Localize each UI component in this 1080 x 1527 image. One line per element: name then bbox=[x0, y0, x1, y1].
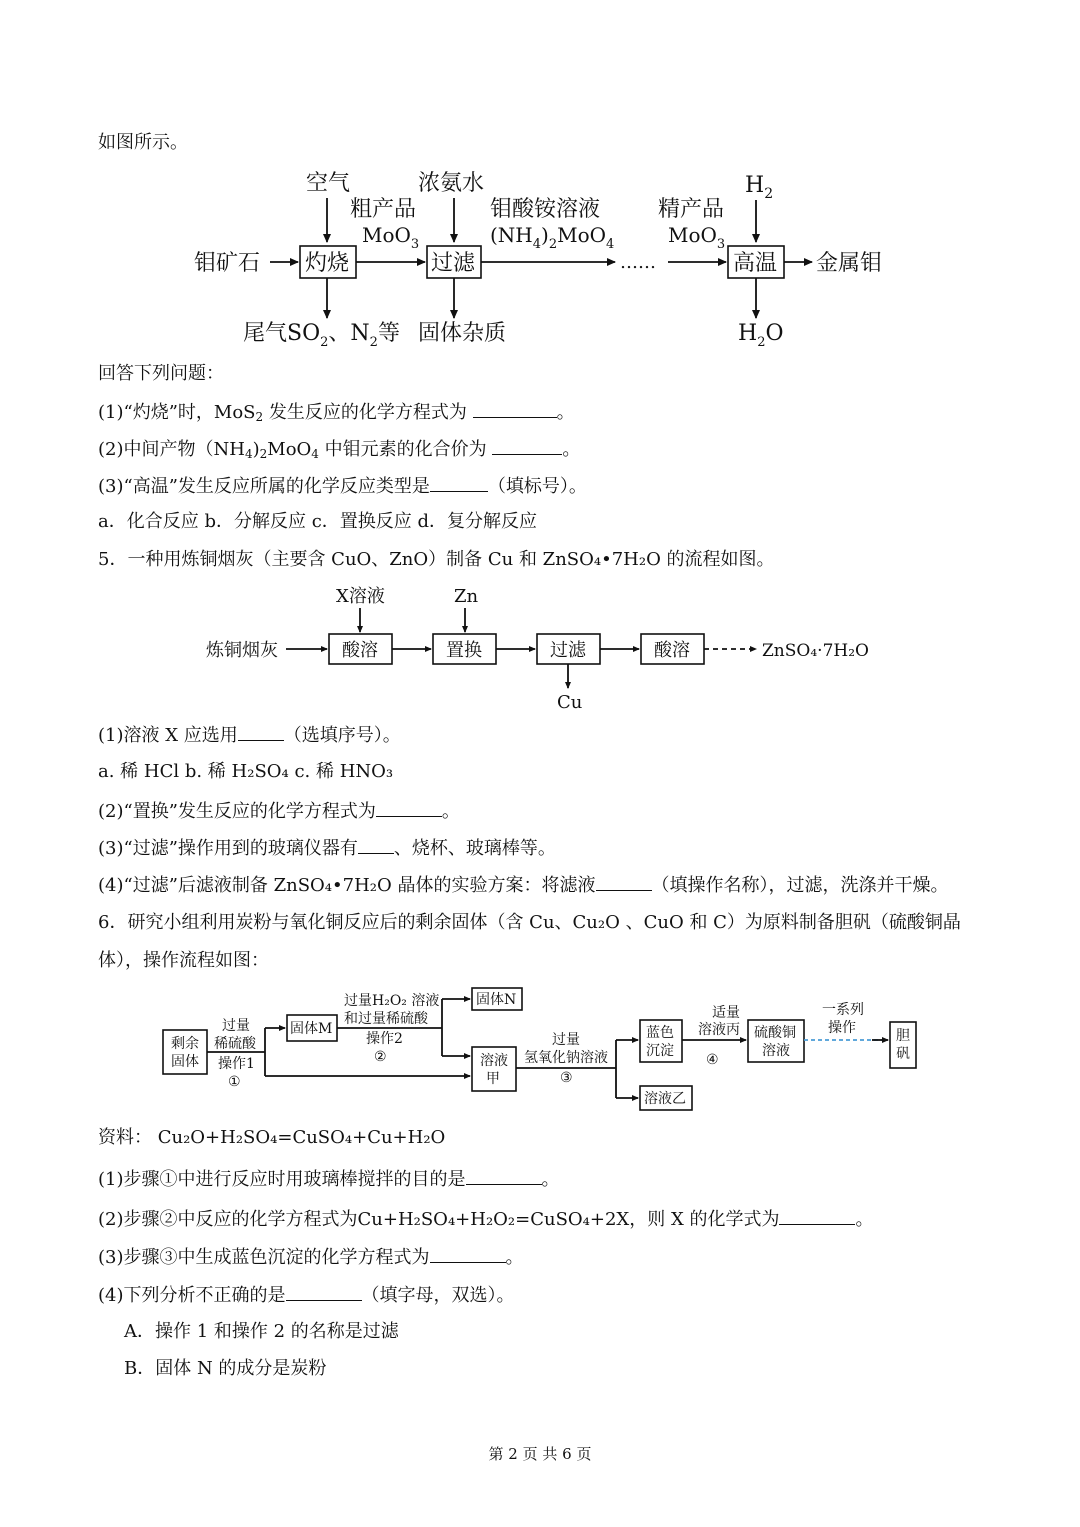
q5-title: 5．一种用炼铜烟灰（主要含 CuO、ZnO）制备 Cu 和 ZnSO₄•7H₂O 的流程如图。 bbox=[98, 549, 775, 570]
q5-q2: (2)“置换”发生反应的化学方程式为 。 bbox=[98, 798, 460, 824]
input-air: 空气 bbox=[306, 171, 351, 196]
flow3-op2c: 操作2 bbox=[366, 1031, 403, 1047]
flow2-product: ZnSO₄·7H₂O bbox=[762, 641, 869, 661]
label-fine-formula: MoO$_3$ bbox=[668, 223, 726, 252]
q6-q4: (4)下列分析不正确的是 （填字母，双选）。 bbox=[98, 1282, 515, 1308]
intro-text: 如图所示。 bbox=[98, 132, 188, 153]
q5-q1: (1)溶液 X 应选用 （选填序号）。 bbox=[98, 722, 401, 748]
flow3-blue1: 蓝色 bbox=[646, 1025, 674, 1041]
flow3-solB: 溶液乙 bbox=[644, 1091, 686, 1107]
flow2-in2: Zn bbox=[454, 586, 479, 607]
flow3-cuso2: 溶液 bbox=[762, 1043, 790, 1059]
flow3-blue2: 沉淀 bbox=[646, 1043, 674, 1059]
q6-title1: 6．研究小组利用炭粉与氧化铜反应后的剩余固体（含 Cu、Cu₂O 、CuO 和 C）为原料制备胆矾（硫酸铜晶 bbox=[98, 912, 961, 933]
q4-prompt: 回答下列问题： bbox=[98, 363, 224, 384]
flow2-in1: X溶液 bbox=[336, 586, 385, 607]
flow3-op1c: 操作1 bbox=[218, 1056, 255, 1072]
output-impurity: 固体杂质 bbox=[418, 321, 507, 346]
flow3-dan2: 矾 bbox=[896, 1046, 910, 1062]
output-tail: 尾气$SO_2$、$N_2$等 bbox=[243, 321, 400, 350]
input-h2: $H_2$ bbox=[745, 173, 774, 202]
label-solution-formula: $(NH_4)_2MoO_4$ bbox=[490, 223, 615, 252]
q4-q2: (2)中间产物$(NH_4)_2MoO_4$ 中钼元素的化合价为 。 bbox=[98, 436, 580, 466]
flow3-start2: 固体 bbox=[171, 1054, 199, 1070]
q6-optA: A．操作 1 和操作 2 的名称是过滤 bbox=[124, 1321, 399, 1342]
flow3-cuso1: 硫酸铜 bbox=[754, 1025, 796, 1041]
node-hightemp: 高温 bbox=[733, 251, 778, 276]
flow3-op1a: 过量 bbox=[222, 1018, 250, 1034]
flow3-op3a: 过量 bbox=[552, 1032, 580, 1048]
input-ammonia: 浓氨水 bbox=[418, 171, 485, 196]
q4-q3: (3)“高温”发生反应所属的化学反应类型是 （填标号）。 bbox=[98, 473, 587, 499]
q6-q2: (2)步骤②中反应的化学方程式为Cu+H₂SO₄+H₂O₂=CuSO₄+2X，则 X 的化学式为 。 bbox=[98, 1206, 873, 1232]
page-footer: 第 2 页 共 6 页 bbox=[488, 1445, 592, 1463]
q6-title2: 体），操作流程如图： bbox=[98, 950, 269, 971]
output-water: $H_2O$ bbox=[738, 321, 784, 350]
flow3-op3c: ③ bbox=[560, 1070, 573, 1086]
flow3-op3b: 氢氧化钠溶液 bbox=[524, 1050, 608, 1066]
node-metal: 金属钼 bbox=[816, 251, 883, 276]
flow3-op2d: ② bbox=[374, 1049, 387, 1065]
q6-q3: (3)步骤③中生成蓝色沉淀的化学方程式为 。 bbox=[98, 1244, 524, 1270]
q4-q1: (1)“灼烧”时，MoS$_2$ 发生反应的化学方程式为 。 bbox=[98, 399, 575, 429]
label-dots: …… bbox=[620, 252, 656, 273]
flow3-dan1: 胆 bbox=[896, 1028, 910, 1044]
flow3-op2a: 过量H₂O₂ 溶液 bbox=[344, 993, 440, 1009]
flow2-start: 炼铜烟灰 bbox=[206, 640, 278, 661]
q6-resource: 资料： Cu₂O+H₂SO₄=CuSO₄+Cu+H₂O bbox=[98, 1127, 446, 1148]
flow3-op4a: 适量 bbox=[712, 1005, 740, 1021]
flow3-op1d: ① bbox=[228, 1074, 241, 1090]
flow3-solA1: 溶液 bbox=[480, 1053, 508, 1069]
q5-opts: a. 稀 HCl b. 稀 H₂SO₄ c. 稀 HNO₃ bbox=[98, 761, 394, 782]
node-filter: 过滤 bbox=[431, 251, 476, 276]
flow2-box3-label: 过滤 bbox=[550, 640, 586, 661]
q6-optB: B．固体 N 的成分是炭粉 bbox=[124, 1358, 327, 1379]
flow3-op5b: 操作 bbox=[828, 1020, 856, 1036]
flow2-box4-label: 酸溶 bbox=[654, 640, 690, 661]
q6-q1: (1)步骤①中进行反应时用玻璃棒搅拌的目的是 。 bbox=[98, 1166, 560, 1192]
label-crude: 粗产品 bbox=[350, 197, 417, 222]
flow3-op4b: 溶液丙 bbox=[698, 1022, 740, 1038]
q5-q3: (3)“过滤”操作用到的玻璃仪器有 、烧杯、玻璃棒等。 bbox=[98, 835, 556, 861]
flow3-solA2: 甲 bbox=[486, 1071, 500, 1087]
flow2-box2-label: 置换 bbox=[446, 640, 482, 661]
label-solution: 钼酸铵溶液 bbox=[490, 197, 601, 222]
label-crude-formula: MoO$_3$ bbox=[362, 223, 420, 252]
label-fine: 精产品 bbox=[658, 197, 725, 222]
q5-q4: (4)“过滤”后滤液制备 ZnSO₄•7H₂O 晶体的实验方案：将滤液 （填操作名称），过滤，洗涤并干燥。 bbox=[98, 872, 949, 898]
node-roast: 灼烧 bbox=[305, 251, 350, 276]
flow3-solidN: 固体N bbox=[476, 992, 517, 1008]
flow3-op1b: 稀硫酸 bbox=[214, 1036, 256, 1052]
node-ore: 钼矿石 bbox=[194, 251, 261, 276]
flow3-op2b: 和过量稀硫酸 bbox=[344, 1011, 428, 1027]
flow2-box1-label: 酸溶 bbox=[342, 640, 378, 661]
flow2-out-cu: Cu bbox=[557, 692, 583, 713]
flow3-op5a: 一系列 bbox=[822, 1002, 864, 1018]
flow3-solidM: 固体M bbox=[290, 1021, 333, 1037]
flow3-start1: 剩余 bbox=[171, 1036, 199, 1052]
q4-options: a．化合反应 b．分解反应 c．置换反应 d．复分解反应 bbox=[98, 511, 538, 532]
flow3-op4c: ④ bbox=[706, 1052, 719, 1068]
